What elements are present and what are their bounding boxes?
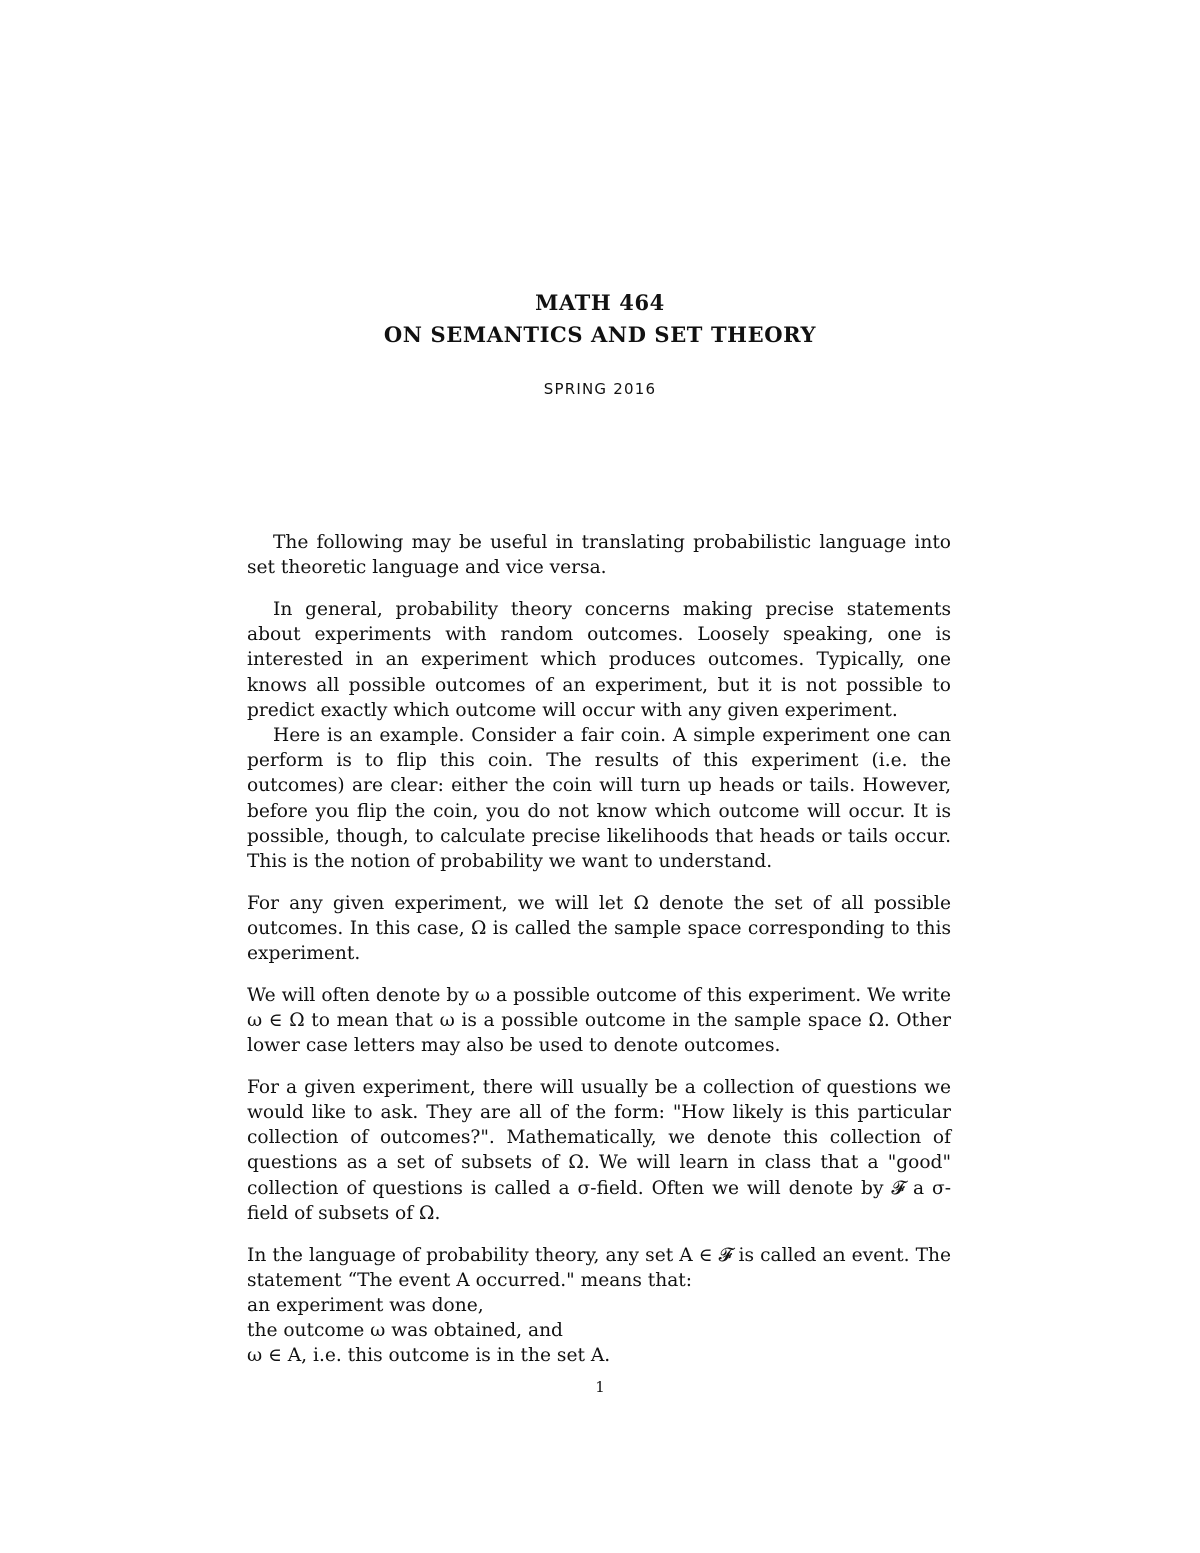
document-title: ON SEMANTICS AND SET THEORY bbox=[383, 322, 817, 347]
event-line-4: ω ∈ A, i.e. this outcome is in the set A. bbox=[247, 1345, 611, 1367]
event-line-1: In the language of probability theory, any set A ∈ 𝓕 is called an event. The statement “The event A occurred." means that: bbox=[247, 1244, 951, 1291]
paragraph-event bbox=[247, 1243, 951, 1369]
paragraph-coin-example: Here is an example. Consider a fair coin. A simple experiment one can perform is to flip this coin. The results of this experiment (i.e. the outcomes) are clear: either the coin will turn up heads or tails. However, before you flip the coin, you do not know which outcome will occur. It is possible, though, to calculate precise likelihoods that heads or tails occur. This is the notion of probability we want to understand. bbox=[247, 724, 951, 872]
body-text bbox=[247, 530, 951, 1369]
paragraph-outcome: We will often denote by ω a possible outcome of this experiment. We write ω ∈ Ω to mean that ω is a possible outcome in the sample space Ω. Other lower case letters may also be used to denote outcomes. bbox=[247, 984, 951, 1057]
paragraph-probability-theory: In general, probability theory concerns making precise statements about experiments with random outcomes. Loosely speaking, one is interested in an experiment which produces outcomes. Typically, one knows all possible outcomes of an experiment, but it is not possible to predict exactly which outcome will occur with any given experiment. bbox=[247, 598, 951, 721]
term-subtitle: SPRING 2016 bbox=[543, 380, 657, 398]
page-number: 1 bbox=[595, 1378, 605, 1396]
title-block bbox=[0, 287, 1200, 351]
paragraph-intro: The following may be useful in translating probabilistic language into set theoretic language and vice versa. bbox=[247, 532, 951, 579]
course-title: MATH 464 bbox=[535, 290, 665, 315]
event-line-3: the outcome ω was obtained, and bbox=[247, 1320, 563, 1342]
paragraph-sample-space: For any given experiment, we will let Ω denote the set of all possible outcomes. In this case, Ω is called the sample space corresponding to this experiment. bbox=[247, 892, 951, 965]
event-line-2: an experiment was done, bbox=[247, 1294, 484, 1316]
paragraph-sigma-field: For a given experiment, there will usually be a collection of questions we would like to ask. They are all of the form: "How likely is this particular collection of outcomes?". Mathematically, we denote this collection of questions as a set of subsets of Ω. We will learn in class that a "good" collection of questions is called a σ-field. Often we will denote by 𝓕 a σ-field of subsets of Ω. bbox=[247, 1076, 951, 1224]
